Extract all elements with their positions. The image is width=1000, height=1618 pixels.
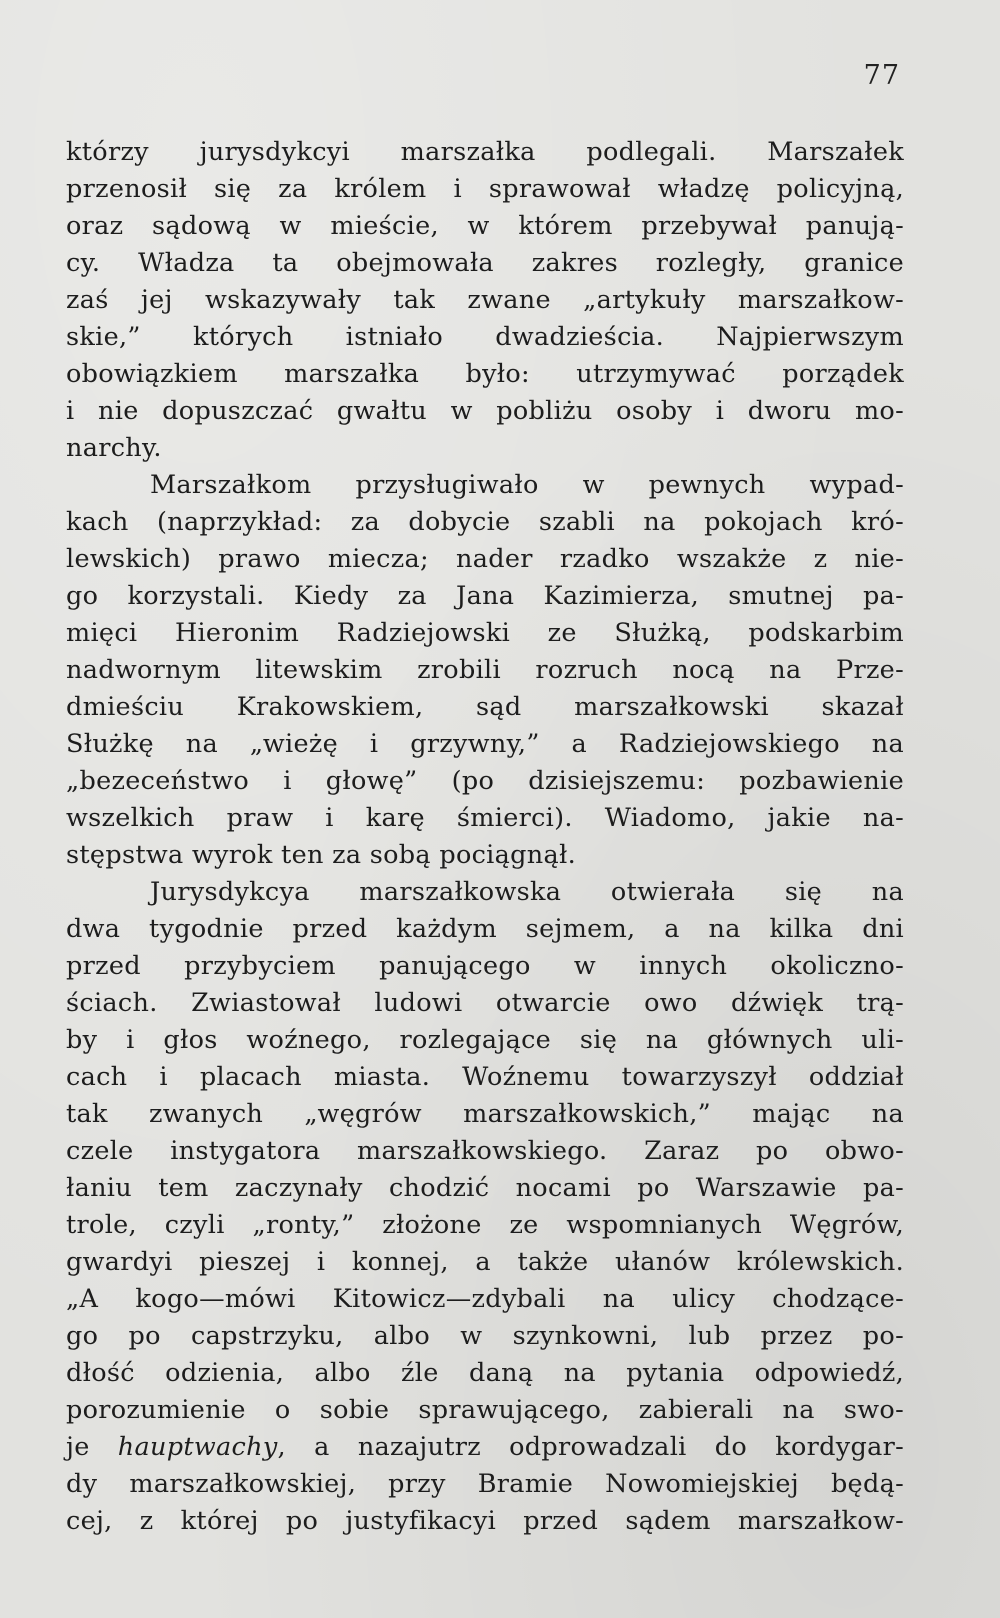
text-line: „bezeceństwo i głowę” (po dzisiejszemu: pozbawienie	[66, 766, 904, 796]
text-line: przed przybyciem panującego w innych okoliczno-	[66, 951, 904, 981]
text-line: dmieściu Krakowskiem, sąd marszałkowski skazał	[66, 692, 904, 722]
text-line: mięci Hieronim Radziejowski ze Służką, podskarbim	[66, 618, 904, 648]
text-line: nadwornym litewskim zrobili rozruch nocą na Prze-	[66, 655, 904, 685]
text-line-with-italic	[66, 1429, 904, 1466]
text-line: ściach. Zwiastował ludowi otwarcie owo dźwięk trą-	[66, 988, 904, 1018]
text-line: cy. Władza ta obejmowała zakres rozległy, granice	[66, 248, 904, 278]
text-line: gwardyi pieszej i konnej, a także ułanów królewskich.	[66, 1247, 904, 1277]
text-line: wszelkich praw i karę śmierci). Wiadomo, jakie na-	[66, 803, 904, 833]
italic-term: hauptwachy	[117, 1432, 278, 1462]
text-line: „A kogo—mówi Kitowicz—zdybali na ulicy chodzące-	[66, 1284, 904, 1314]
text-line: Służkę na „wieżę i grzywny,” a Radziejowskiego na	[66, 729, 904, 759]
body-text	[66, 134, 904, 1540]
text-line: oraz sądową w mieście, w którem przebywał panują-	[66, 211, 904, 241]
text-line: porozumienie o sobie sprawującego, zabierali na swo-	[66, 1395, 904, 1425]
paragraph-start-line: Marszałkom przysługiwało w pewnych wypad-	[150, 470, 904, 500]
text-line: łaniu tem zaczynały chodzić nocami po Warszawie pa-	[66, 1173, 904, 1203]
text-line: dy marszałkowskiej, przy Bramie Nowomiejskiej będą-	[66, 1469, 904, 1499]
text-line: obowiązkiem marszałka było: utrzymywać porządek	[66, 359, 904, 389]
text-line: go po capstrzyku, albo w szynkowni, lub przez po-	[66, 1321, 904, 1351]
text-line: dwa tygodnie przed każdym sejmem, a na kilka dni	[66, 914, 904, 944]
text-line: lewskich) prawo miecza; nader rzadko wszakże z nie-	[66, 544, 904, 574]
text-line: trole, czyli „ronty,” złożone ze wspomnianych Węgrów,	[66, 1210, 904, 1240]
text-line: cach i placach miasta. Woźnemu towarzyszył oddział	[66, 1062, 904, 1092]
text-line: cej, z której po justyfikacyi przed sądem marszałkow-	[66, 1506, 904, 1536]
text-line: go korzystali. Kiedy za Jana Kazimierza, smutnej pa-	[66, 581, 904, 611]
paragraph-end-line: stępstwa wyrok ten za sobą pociągnął.	[66, 840, 576, 870]
text-line: tak zwanych „węgrów marszałkowskich,” mając na	[66, 1099, 904, 1129]
text-line: czele instygatora marszałkowskiego. Zaraz po obwo-	[66, 1136, 904, 1166]
text-line: przenosił się za królem i sprawował władzę policyjną,	[66, 174, 904, 204]
text-line: zaś jej wskazywały tak zwane „artykuły marszałkow-	[66, 285, 904, 315]
paragraph-end-line: narchy.	[66, 433, 162, 463]
text-line: dłość odzienia, albo źle daną na pytania odpowiedź,	[66, 1358, 904, 1388]
text-line: by i głos woźnego, rozlegające się na głównych uli-	[66, 1025, 904, 1055]
text-fragment: , a nazajutrz odprowadzali do kordygar-	[277, 1432, 904, 1462]
text-line: którzy jurysdykcyi marszałka podlegali. Marszałek	[66, 137, 904, 167]
text-line: kach (naprzykład: za dobycie szabli na pokojach kró-	[66, 507, 904, 537]
paragraph-start-line: Jurysdykcya marszałkowska otwierała się na	[150, 877, 904, 907]
text-line: i nie dopuszczać gwałtu w pobliżu osoby i dworu mo-	[66, 396, 904, 426]
page-number: 77	[863, 60, 900, 91]
text-line: skie,” których istniało dwadzieścia. Najpierwszym	[66, 322, 904, 352]
text-fragment: je	[66, 1432, 118, 1462]
